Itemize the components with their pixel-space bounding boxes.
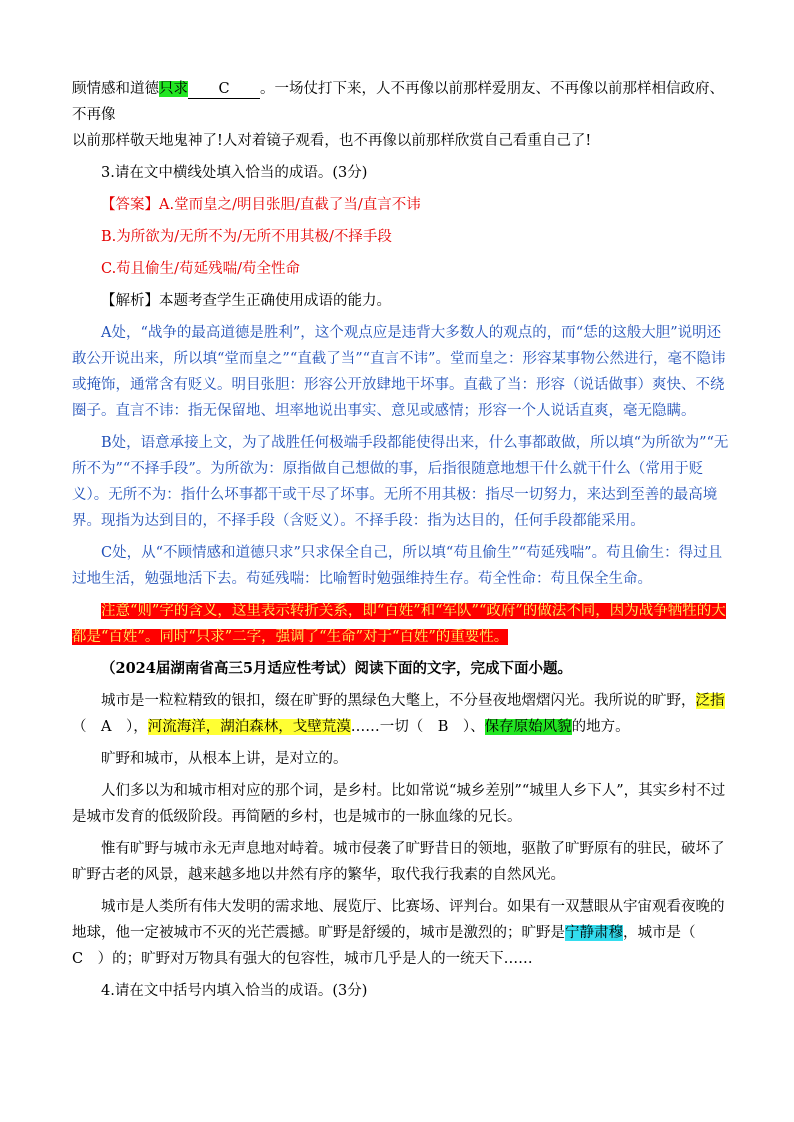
highlight-landscapes: 河流海洋，湖泊森林，戈壁荒漠 <box>147 719 351 735</box>
text-segment: ， <box>133 719 148 735</box>
blank-c: ，城市是（ C ） <box>72 925 710 967</box>
highlight-original: 保存原始风貌 <box>484 719 572 735</box>
text-segment: 的地方。 <box>571 719 630 735</box>
answer-a <box>72 192 732 218</box>
text-segment: 城市是一粒粒精致的银扣，缀在旷野的黑绿色大氅上，不分昼夜地熠熠闪光。我所说的旷野， <box>101 693 696 709</box>
analysis-intro <box>72 288 732 314</box>
analysis-label: 【解析】 <box>101 293 159 309</box>
text-segment: 的；旷野对万物具有强大的包容性，城市几乎是人的一统天下…… <box>112 951 533 967</box>
answer-b: B.为所欲为/无所不为/无所不用其极/不择手段 <box>101 229 392 245</box>
answer-c: C.苟且偷生/苟延残喘/苟全性命 <box>101 261 300 277</box>
passage-p4: 惟有旷野与城市永无声息地对峙着。城市侵袭了旷野昔日的领地，驱散了旷野原有的驻民，破坏了旷野古老的风景，越来越多地以井然有序的繁华，取代我行我素的自然风光。 <box>72 841 725 883</box>
question-3: 3.请在文中横线处填入恰当的成语。(3分) <box>101 165 368 181</box>
highlight-refers: 泛指 <box>695 693 725 709</box>
text-segment: 。一场仗打下来，人不再像以前那样爱朋友、不再像以前那样相信政府、不再像 <box>72 81 724 123</box>
analysis-intro-text: 本题考查学生正确使用成语的能力。 <box>159 293 391 309</box>
analysis-a: A处，“战争的最高道德是胜利”，这个观点应是违背大多数人的观点的，而“恁的这般大胆”说明还敢公开说出来，所以填“堂而皇之”“直截了当”“直言不讳”。堂而皇之：形容某事物公然进行，毫不隐讳或掩饰，通常含有贬义。明目张胆：形容公开放肆地干坏事。直截了当：形容（说话做事）爽快、不绕圈子。直言不讳：指无保留地、坦率地说出事实、意见或感情；形容一个人说话直爽，毫无隐瞒。 <box>72 325 726 419</box>
passage-heading: （2024届湖南省高三5月适应性考试）阅读下面的文字，完成下面小题。 <box>101 660 572 677</box>
answer-label: 【答案】 <box>101 197 159 213</box>
answer-blank-c: C <box>188 80 260 99</box>
analysis-c: C处，从“不顾情感和道德只求”只求保全自己，所以填“苟且偷生”“苟延残喘”。苟且偷生：得过且过地生活，勉强地活下去。苟延残喘：比喻暂时勉强维持生存。苟全性命：苟且保全生命。 <box>72 545 723 587</box>
text-segment: 顾情感和道德 <box>72 81 159 97</box>
highlight-tranquil: 宁静肃穆 <box>565 925 623 941</box>
note <box>72 598 732 650</box>
note-highlight: 注意“则”字的含义，这里表示转折关系，即“百姓”和“军队”“政府”的做法不同，因为战争牺牲的大都是“百姓”。同时“只求”二字，强调了“生命”对于“百姓”的重要性。 <box>72 603 726 645</box>
blank-b: ……一切（ B ）、 <box>350 719 485 735</box>
blank-a: （ A ） <box>72 719 134 735</box>
answer-a-text: A.堂而皇之/明目张胆/直截了当/直言不讳 <box>159 197 421 213</box>
passage-p3: 人们多以为和城市相对应的那个词，是乡村。比如常说“城乡差别”“城里人乡下人”，其实乡村不过是城市发育的低级阶段。再简陋的乡村，也是城市的一脉血缘的兄长。 <box>72 783 726 825</box>
text-segment: 城市是人类所有伟大发明的需求地、展览厅、比赛场、评判台。如果有一双慧眼从宇宙观看夜晚的地球，他一定被城市不灭的光芒震撼。旷野是舒缓的，城市是激烈的；旷野是 <box>72 899 725 941</box>
analysis-b: B处，语意承接上文，为了战胜任何极端手段都能使得出来，什么事都敢做，所以填“为所欲为”“无所不为”“不择手段”。为所欲为：原指做自己想做的事，后指很随意地想干什么就干什么（常用于贬义）。无所不为：指什么坏事都干或干尽了坏事。无所不用其极：指尽一切努力，来达到至善的最高境界。现指为达到目的，不择手段（含贬义）。不择手段：指为达目的，任何手段都能采用。 <box>72 435 729 529</box>
question-4: 4.请在文中括号内填入恰当的成语。(3分) <box>101 983 368 999</box>
highlight-only-seek: 只求 <box>159 81 188 97</box>
document-page <box>72 76 732 1010</box>
passage-p2: 旷野和城市，从根本上讲，是对立的。 <box>101 751 348 767</box>
passage-p5 <box>72 894 732 972</box>
text-segment: 以前那样敬天地鬼神了!人对着镜子观看，也不再像以前那样欣赏自己看重自己了! <box>72 133 592 149</box>
passage-continuation <box>72 76 732 154</box>
passage-p1 <box>72 688 732 740</box>
